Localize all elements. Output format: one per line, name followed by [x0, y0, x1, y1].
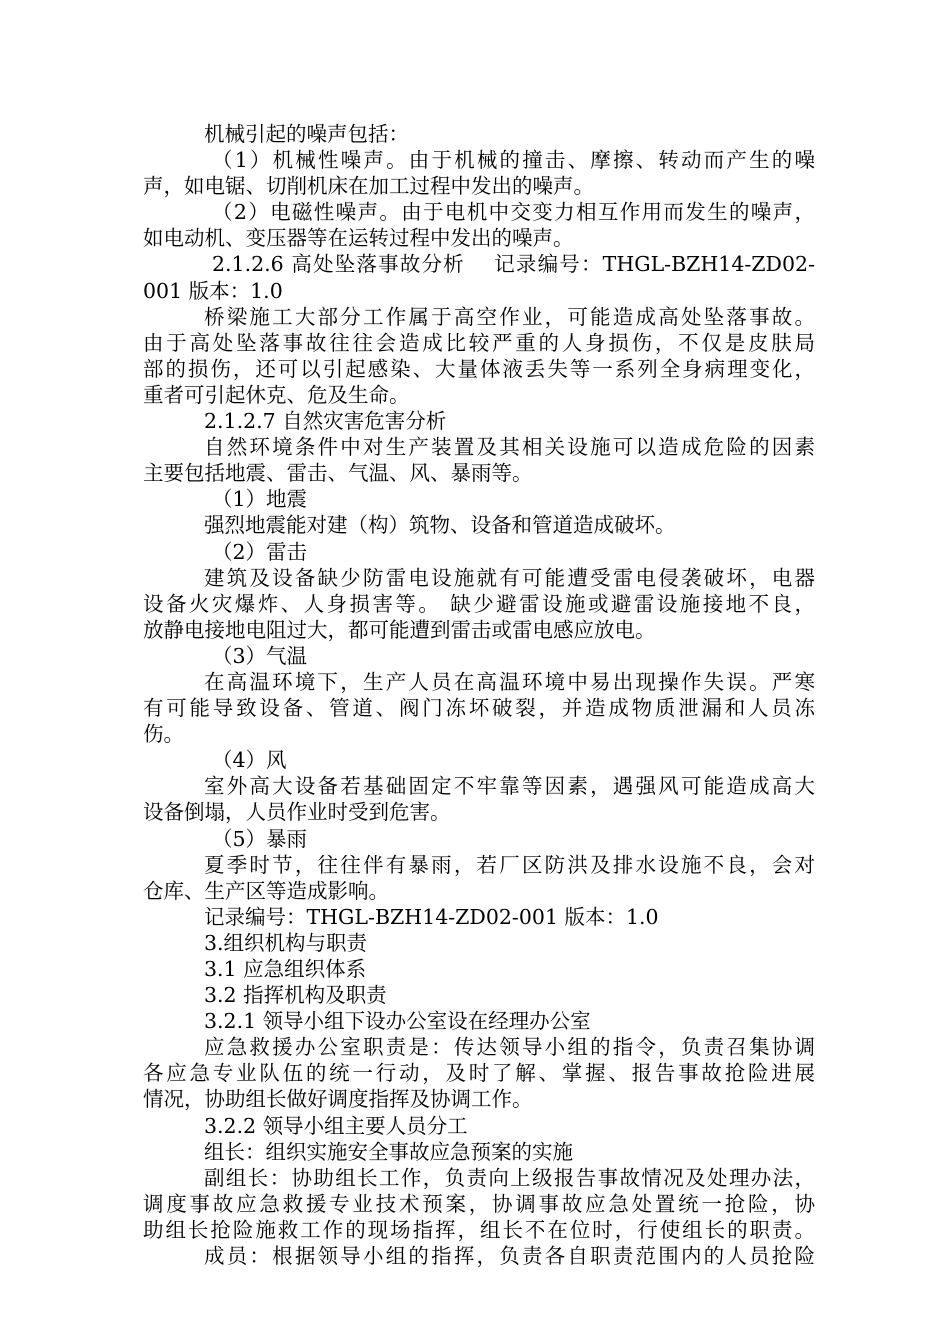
- text-line: 成员：根据领导小组的指挥，负责各自职责范围内的人员抢险: [204, 1244, 815, 1269]
- text-line: （3）气温: [212, 643, 308, 668]
- text-line: （2）雷击: [212, 539, 308, 564]
- text-line: 伤。: [143, 722, 184, 747]
- text-line: 仓库、生产区等造成影响。: [143, 878, 389, 903]
- text-line: 建筑及设备缺少防雷电设施就有可能遭受雷电侵袭破坏，电器: [204, 565, 815, 590]
- text-line: 有可能导致设备、管道、阀门冻坏破裂，并造成物质泄漏和人员冻: [143, 696, 815, 721]
- text-line: 2.1.2.7 自然灾害危害分析: [204, 409, 447, 434]
- text-line: 部的损伤，还可以引起感染、大量体液丢失等一系列全身病理变化，: [143, 356, 815, 381]
- text-line: （1）机械性噪声。由于机械的撞击、摩擦、转动而产生的噪: [212, 148, 815, 173]
- text-line: 组长：组织实施安全事故应急预案的实施: [204, 1139, 573, 1164]
- text-line: 如电动机、变压器等在运转过程中发出的噪声。: [143, 226, 574, 251]
- text-line: 在高温环境下，生产人员在高温环境中易出现操作失误。严寒: [204, 669, 815, 694]
- text-line: 3.2.1 领导小组下设办公室设在经理办公室: [204, 1009, 591, 1034]
- text-line: 3.2 指挥机构及职责: [204, 983, 387, 1008]
- text-line: 强烈地震能对建（构）筑物、设备和管道造成破坏。: [204, 513, 676, 538]
- text-line: （5）暴雨: [212, 826, 308, 851]
- text-line: 声，如电锯、切削机床在加工过程中发出的噪声。: [143, 174, 594, 199]
- text-line: 放静电接地电阻过大，都可能遭到雷击或雷电感应放电。: [143, 617, 656, 642]
- text-line: 各应急专业队伍的统一行动，及时了解、掌握、报告事故抢险进展: [143, 1061, 815, 1086]
- text-line: （2）电磁性噪声。由于电机中交变力相互作用而发生的噪声，: [212, 200, 815, 225]
- text-line: 3.2.2 领导小组主要人员分工: [204, 1113, 468, 1138]
- text-line: 由于高处坠落事故往往会造成比较严重的人身损伤，不仅是皮肤局: [143, 330, 815, 355]
- text-line: 自然环境条件中对生产装置及其相关设施可以造成危险的因素: [204, 435, 815, 460]
- text-line: 应急救援办公室职责是：传达领导小组的指令，负责召集协调: [204, 1035, 815, 1060]
- text-line: 3.组织机构与职责: [204, 930, 368, 955]
- text-line: 副组长：协助组长工作，负责向上级报告事故情况及处理办法，: [204, 1165, 815, 1190]
- text-line: （4）风: [212, 748, 287, 773]
- text-line: 设备倒塌，人员作业时受到危害。: [143, 800, 451, 825]
- text-line: 重者可引起休克、危及生命。: [143, 382, 410, 407]
- document-body: [143, 121, 815, 1269]
- text-line: 001 版本：1.0: [143, 278, 283, 303]
- text-line: （1）地震: [212, 487, 308, 512]
- text-line: 机械引起的噪声包括：: [204, 122, 409, 146]
- text-line: 桥梁施工大部分工作属于高空作业，可能造成高处坠落事故。: [204, 304, 815, 329]
- text-line: 记录编号：THGL-BZH14-ZD02-001 版本：1.0: [204, 904, 659, 929]
- text-line: 设备火灾爆炸、人身损害等。 缺少避雷设施或避雷设施接地不良，: [143, 591, 815, 616]
- text-line: 夏季时节，往往伴有暴雨，若厂区防洪及排水设施不良，会对: [204, 852, 815, 877]
- text-line: 3.1 应急组织体系: [204, 957, 367, 981]
- text-line: 主要包括地震、雷击、气温、风、暴雨等。: [143, 461, 533, 486]
- text-line: 助组长抢险施救工作的现场指挥，组长不在位时，行使组长的职责。: [143, 1217, 815, 1242]
- text-line: 调度事故应急救援专业技术预案，协调事故应急处置统一抢险，协: [143, 1191, 815, 1216]
- text-line: 2.1.2.6 高处坠落事故分析 记录编号：THGL-BZH14-ZD02-: [212, 252, 815, 277]
- text-line: 室外高大设备若基础固定不牢靠等因素，遇强风可能造成高大: [204, 774, 815, 799]
- text-line: 情况，协助组长做好调度指挥及协调工作。: [143, 1087, 533, 1112]
